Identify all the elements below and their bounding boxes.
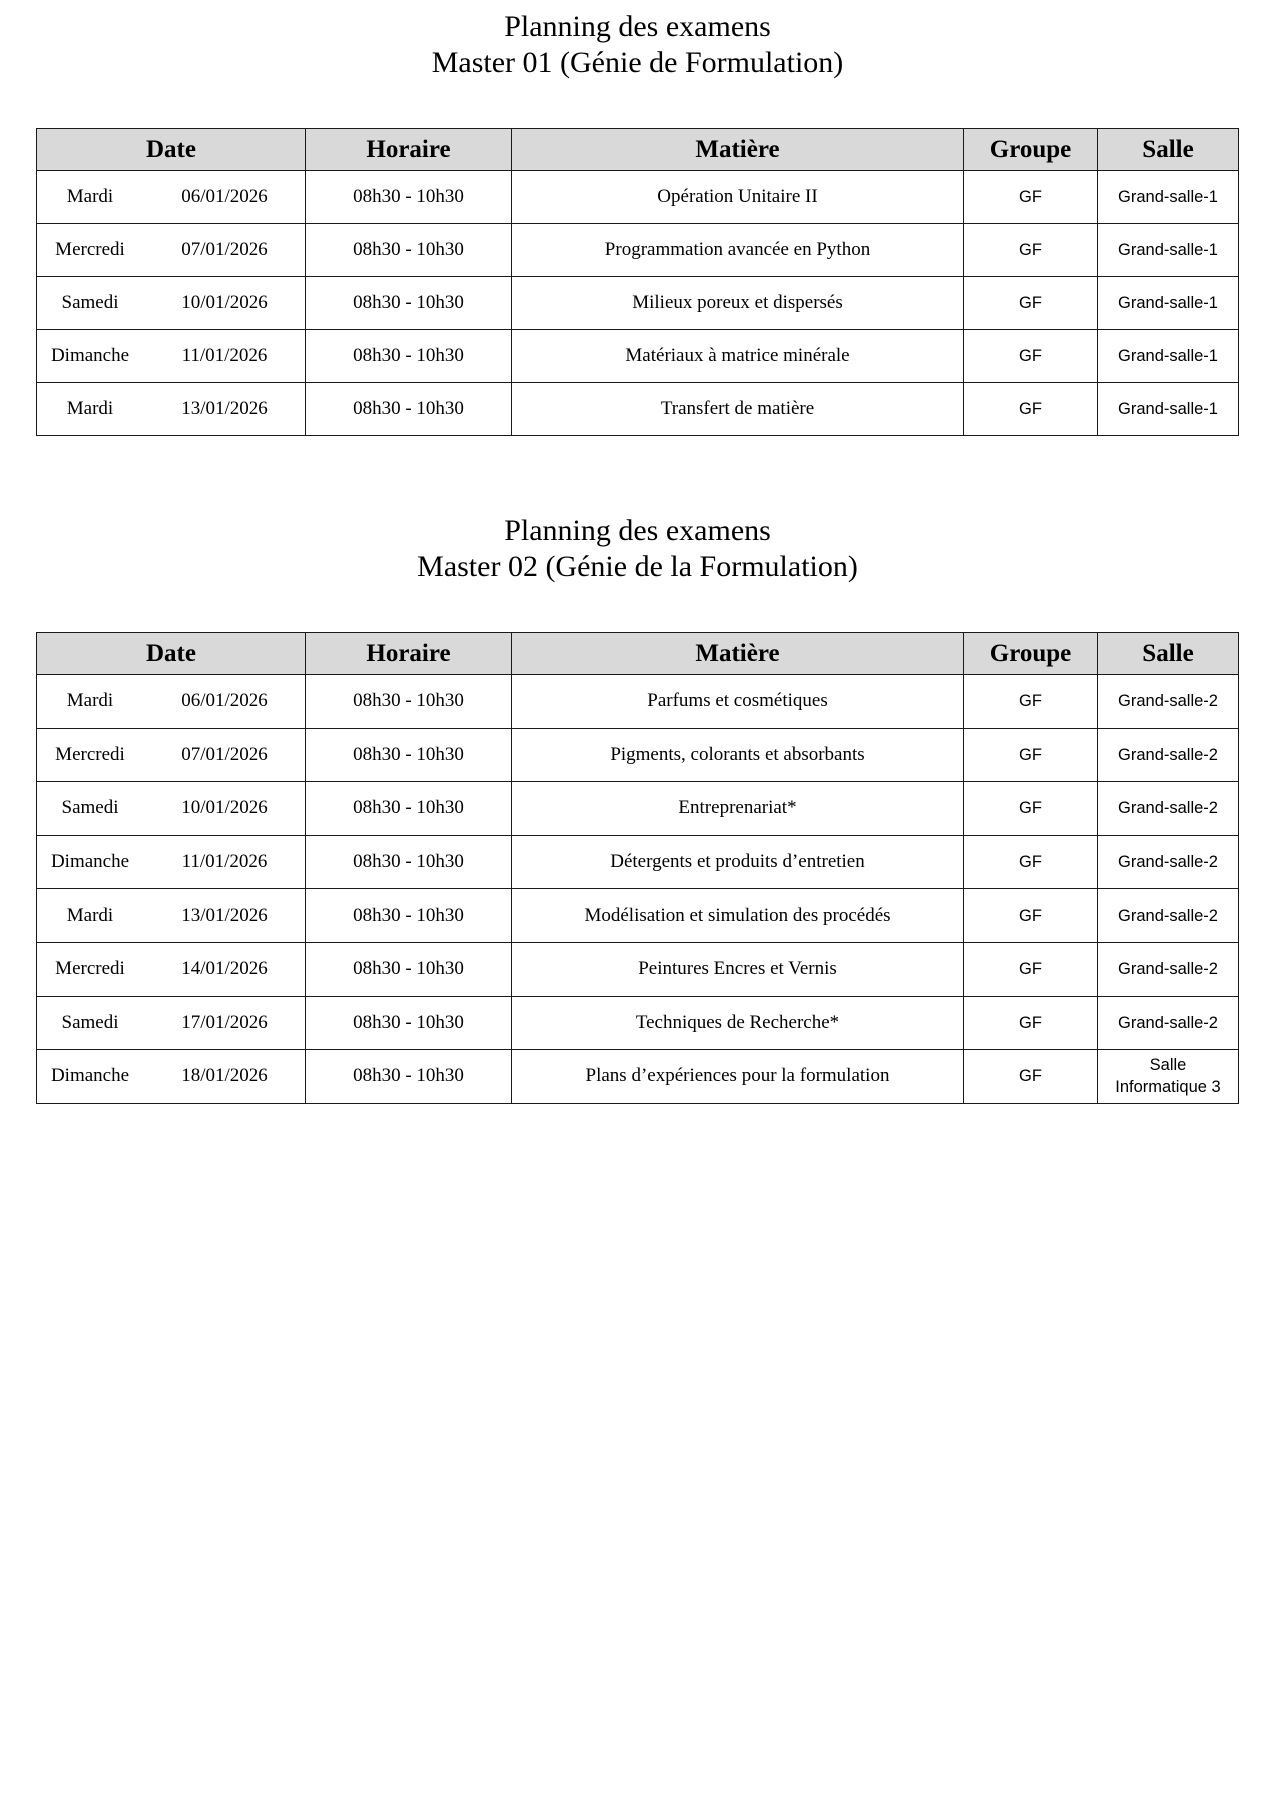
day-name: Mardi [66, 398, 114, 419]
matiere-cell: Pigments, colorants et absorbants [512, 728, 964, 782]
table-row [37, 224, 1239, 277]
date-cell [37, 782, 306, 836]
header-groupe: Groupe [964, 129, 1098, 171]
matiere-cell: Transfert de matière [512, 383, 964, 436]
table-header-row [37, 633, 1239, 675]
header-salle: Salle [1098, 129, 1239, 171]
master01-title-line1: Planning des examens [504, 10, 771, 43]
salle-cell: Grand-salle-1 [1098, 224, 1239, 277]
master01-title [0, 9, 1275, 81]
date-value: 11/01/2026 [181, 345, 268, 366]
master02-title-line2: Master 02 (Génie de la Formulation) [417, 550, 858, 583]
master01-title-line2: Master 01 (Génie de Formulation) [431, 46, 844, 79]
groupe-cell: GF [964, 728, 1098, 782]
table-row [37, 942, 1239, 996]
date-value: 13/01/2026 [181, 398, 268, 419]
master02-title [0, 513, 1275, 585]
groupe-cell: GF [964, 171, 1098, 224]
horaire-cell: 08h30 - 10h30 [306, 1050, 512, 1104]
header-matiere: Matière [512, 129, 964, 171]
date-value: 10/01/2026 [181, 292, 268, 313]
table-row [37, 383, 1239, 436]
groupe-cell: GF [964, 675, 1098, 729]
table-row [37, 889, 1239, 943]
table-row [37, 728, 1239, 782]
matiere-cell: Peintures Encres et Vernis [512, 942, 964, 996]
groupe-cell: GF [964, 782, 1098, 836]
salle-cell: Grand-salle-2 [1098, 889, 1239, 943]
horaire-cell: 08h30 - 10h30 [306, 675, 512, 729]
matiere-cell: Entreprenariat* [512, 782, 964, 836]
groupe-cell: GF [964, 1050, 1098, 1104]
master02-title-line1: Planning des examens [504, 514, 771, 547]
date-cell [37, 996, 306, 1050]
salle-cell: Grand-salle-2 [1098, 996, 1239, 1050]
date-cell [37, 277, 306, 330]
date-cell [37, 171, 306, 224]
date-cell [37, 1050, 306, 1104]
day-name: Samedi [61, 797, 119, 819]
date-value: 17/01/2026 [181, 1011, 268, 1033]
day-name: Mardi [66, 186, 114, 207]
table-header-row [37, 129, 1239, 171]
day-name: Mercredi [55, 239, 125, 260]
day-name: Samedi [61, 292, 119, 313]
header-horaire: Horaire [306, 129, 512, 171]
date-value: 10/01/2026 [181, 797, 268, 819]
date-cell [37, 383, 306, 436]
header-salle: Salle [1098, 633, 1239, 675]
table-row [37, 330, 1239, 383]
table-row [37, 1050, 1239, 1104]
groupe-cell: GF [964, 330, 1098, 383]
salle-cell: Grand-salle-1 [1098, 330, 1239, 383]
salle-cell: Grand-salle-1 [1098, 171, 1239, 224]
matiere-cell: Programmation avancée en Python [512, 224, 964, 277]
salle-line2: Informatique 3 [1115, 1078, 1221, 1097]
horaire-cell: 08h30 - 10h30 [306, 224, 512, 277]
groupe-cell: GF [964, 889, 1098, 943]
horaire-cell: 08h30 - 10h30 [306, 782, 512, 836]
groupe-cell: GF [964, 383, 1098, 436]
groupe-cell: GF [964, 942, 1098, 996]
date-value: 07/01/2026 [181, 743, 268, 765]
day-name: Mardi [66, 690, 114, 712]
date-value: 06/01/2026 [181, 186, 268, 207]
matiere-cell: Milieux poreux et dispersés [512, 277, 964, 330]
date-value: 13/01/2026 [181, 904, 268, 926]
day-name: Mercredi [55, 743, 125, 765]
date-cell [37, 330, 306, 383]
horaire-cell: 08h30 - 10h30 [306, 383, 512, 436]
table-row [37, 996, 1239, 1050]
date-value: 06/01/2026 [181, 690, 268, 712]
header-matiere: Matière [512, 633, 964, 675]
matiere-cell: Plans d’expériences pour la formulation [512, 1050, 964, 1104]
date-cell [37, 675, 306, 729]
table-row [37, 277, 1239, 330]
groupe-cell: GF [964, 996, 1098, 1050]
horaire-cell: 08h30 - 10h30 [306, 330, 512, 383]
date-value: 07/01/2026 [181, 239, 268, 260]
table-row [37, 171, 1239, 224]
matiere-cell: Techniques de Recherche* [512, 996, 964, 1050]
table-row [37, 782, 1239, 836]
header-date: Date [37, 633, 306, 675]
horaire-cell: 08h30 - 10h30 [306, 835, 512, 889]
table-row [37, 675, 1239, 729]
date-cell [37, 889, 306, 943]
matiere-cell: Détergents et produits d’entretien [512, 835, 964, 889]
date-cell [37, 224, 306, 277]
matiere-cell: Parfums et cosmétiques [512, 675, 964, 729]
header-groupe: Groupe [964, 633, 1098, 675]
date-cell [37, 942, 306, 996]
salle-cell: Grand-salle-1 [1098, 277, 1239, 330]
groupe-cell: GF [964, 224, 1098, 277]
date-value: 11/01/2026 [181, 851, 268, 873]
day-name: Dimanche [50, 1065, 130, 1087]
horaire-cell: 08h30 - 10h30 [306, 889, 512, 943]
horaire-cell: 08h30 - 10h30 [306, 942, 512, 996]
date-cell [37, 728, 306, 782]
salle-cell: Grand-salle-1 [1098, 383, 1239, 436]
day-name: Dimanche [50, 851, 130, 873]
matiere-cell: Modélisation et simulation des procédés [512, 889, 964, 943]
master02-exam-table [36, 632, 1239, 1104]
date-cell [37, 835, 306, 889]
day-name: Dimanche [50, 345, 130, 366]
date-value: 14/01/2026 [181, 958, 268, 980]
day-name: Samedi [61, 1011, 119, 1033]
matiere-cell: Matériaux à matrice minérale [512, 330, 964, 383]
salle-cell: Grand-salle-2 [1098, 835, 1239, 889]
day-name: Mardi [66, 904, 114, 926]
groupe-cell: GF [964, 835, 1098, 889]
table-row [37, 835, 1239, 889]
horaire-cell: 08h30 - 10h30 [306, 277, 512, 330]
header-date: Date [37, 129, 306, 171]
salle-cell [1098, 1050, 1239, 1104]
master01-exam-table [36, 128, 1239, 436]
horaire-cell: 08h30 - 10h30 [306, 996, 512, 1050]
header-horaire: Horaire [306, 633, 512, 675]
horaire-cell: 08h30 - 10h30 [306, 171, 512, 224]
day-name: Mercredi [55, 958, 125, 980]
matiere-cell: Opération Unitaire II [512, 171, 964, 224]
horaire-cell: 08h30 - 10h30 [306, 728, 512, 782]
date-value: 18/01/2026 [181, 1065, 268, 1087]
salle-line1: Salle [1149, 1056, 1187, 1075]
groupe-cell: GF [964, 277, 1098, 330]
salle-cell: Grand-salle-2 [1098, 728, 1239, 782]
salle-cell: Grand-salle-2 [1098, 942, 1239, 996]
salle-cell: Grand-salle-2 [1098, 675, 1239, 729]
salle-cell: Grand-salle-2 [1098, 782, 1239, 836]
